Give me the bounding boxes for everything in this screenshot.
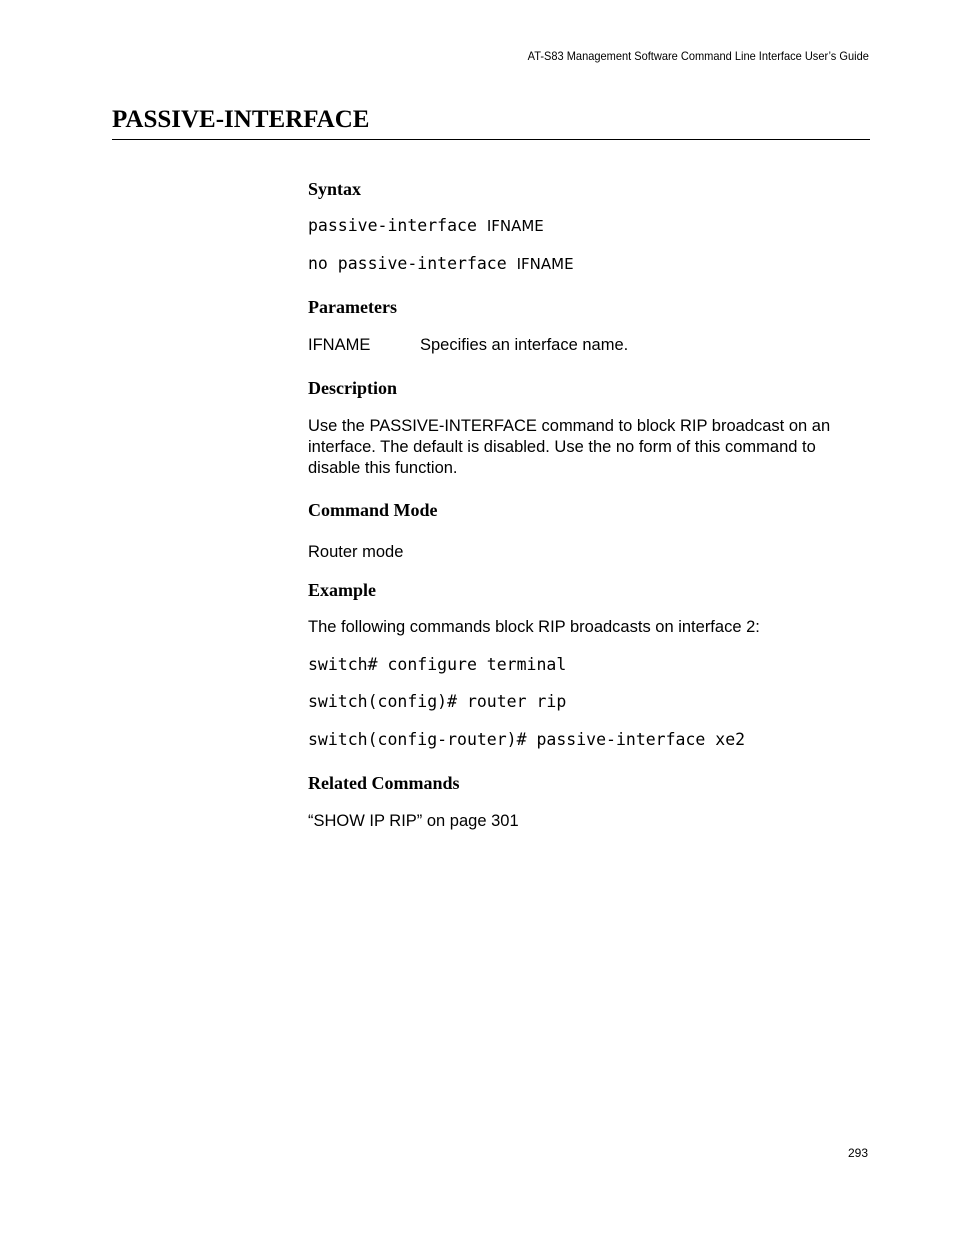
syntax-param-2: IFNAME: [516, 255, 574, 273]
page-title: PASSIVE-INTERFACE: [112, 106, 370, 133]
syntax-line-2: [308, 254, 574, 273]
description-text: Use the PASSIVE-INTERFACE command to block RIP broadcast on an interface. The default is disabled. Use the no form of this command to disable this function.: [308, 417, 831, 477]
description-heading: Description: [308, 378, 397, 398]
example-intro: The following commands block RIP broadcasts on interface 2:: [308, 618, 760, 636]
related-command-link[interactable]: “SHOW IP RIP” on page 301: [308, 812, 519, 830]
example-command-2: switch(config)# router rip: [308, 692, 567, 711]
command-mode-heading: Command Mode: [308, 500, 438, 520]
parameter-description: Specifies an interface name.: [420, 336, 629, 354]
related-commands-heading: Related Commands: [308, 773, 460, 793]
syntax-command-1: passive-interface: [308, 216, 487, 235]
parameters-heading: Parameters: [308, 297, 397, 317]
example-command-1: switch# configure terminal: [308, 655, 567, 674]
syntax-param-1: IFNAME: [486, 217, 544, 235]
running-header: AT-S83 Management Software Command Line Interface User’s Guide: [527, 49, 869, 63]
title-divider: [112, 139, 870, 140]
syntax-command-2: no passive-interface: [308, 254, 517, 273]
example-command-3: switch(config-router)# passive-interface xe2: [308, 730, 746, 749]
syntax-heading: Syntax: [308, 179, 362, 199]
syntax-line-1: [308, 216, 544, 235]
parameter-name: IFNAME: [308, 336, 371, 354]
page-number: 293: [847, 1146, 868, 1160]
example-heading: Example: [308, 580, 377, 600]
command-mode-text: Router mode: [308, 543, 404, 561]
